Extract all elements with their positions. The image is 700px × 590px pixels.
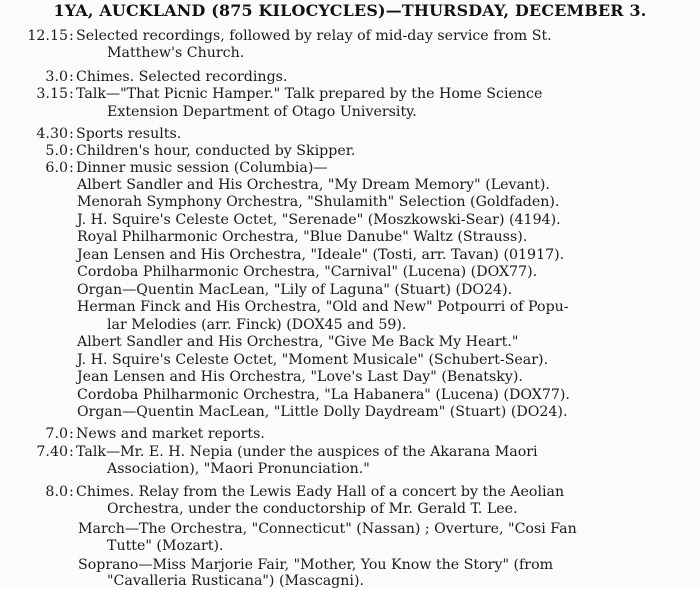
music-item <box>0 247 700 264</box>
music-item <box>0 317 700 334</box>
music-item-text: Organ—Quentin MacLean, "Lily of Laguna" (Stuart) (DO24). <box>77 282 513 298</box>
schedule-text: Sports results. <box>76 126 182 142</box>
schedule-text: Orchestra, under the conductorship of Mr. Gerald T. Lee. <box>107 501 518 517</box>
station-heading: 1YA, AUCKLAND (875 KILOCYCLES)—THURSDAY, DECEMBER 3. <box>53 1 647 20</box>
time-colon: : <box>69 444 74 460</box>
music-item-text: J. H. Squire's Celeste Octet, "Moment Musicale" (Schubert-Sear). <box>77 352 549 368</box>
schedule-row <box>0 444 700 461</box>
concert-item <box>0 573 700 590</box>
schedule-row <box>0 86 700 103</box>
schedule-text: Extension Department of Otago University. <box>107 104 417 120</box>
schedule-row <box>0 126 700 143</box>
concert-item <box>0 538 700 555</box>
music-item <box>0 404 700 421</box>
schedule-text: News and market reports. <box>76 426 265 442</box>
music-item-text: Jean Lensen and His Orchestra, "Ideale" (Tosti, arr. Tavan) (01917). <box>77 247 565 263</box>
music-item-text: Jean Lensen and His Orchestra, "Love's Last Day" (Benatsky). <box>77 369 523 385</box>
time-colon: : <box>69 426 74 442</box>
schedule-time: 3.15 <box>36 86 68 102</box>
time-colon: : <box>69 126 74 142</box>
music-item-text: Albert Sandler and His Orchestra, "Give Me Back My Heart." <box>77 334 519 350</box>
concert-item-text: "Cavalleria Rusticana") (Mascagni). <box>107 573 364 589</box>
schedule-time: 7.40 <box>36 444 68 460</box>
schedule-row <box>0 426 700 443</box>
music-item <box>0 212 700 229</box>
concert-item-text: Soprano—Miss Marjorie Fair, "Mother, You Know the Story" (from <box>78 557 554 573</box>
schedule-text: Matthew's Church. <box>107 45 245 61</box>
concert-item <box>0 521 700 538</box>
schedule-time: 8.0 <box>45 484 68 500</box>
time-colon: : <box>69 160 74 176</box>
music-item-text: lar Melodies (arr. Finck) (DOX45 and 59). <box>107 317 407 333</box>
schedule-text: Dinner music session (Columbia)— <box>76 160 328 176</box>
music-item <box>0 194 700 211</box>
music-item <box>0 264 700 281</box>
schedule-text: Children's hour, conducted by Skipper. <box>76 143 356 159</box>
schedule-row <box>0 461 700 478</box>
music-item-text: Cordoba Philharmonic Orchestra, "Carnival" (Lucena) (DOX77). <box>77 264 538 280</box>
music-item-text: Cordoba Philharmonic Orchestra, "La Habanera" (Lucena) (DOX77). <box>77 387 570 403</box>
schedule-row <box>0 160 700 177</box>
schedule-row <box>0 104 700 121</box>
music-item <box>0 352 700 369</box>
music-item-text: J. H. Squire's Celeste Octet, "Serenade" (Moszkowski-Sear) (4194). <box>77 212 561 228</box>
music-item <box>0 282 700 299</box>
schedule-time: 3.0 <box>45 69 68 85</box>
time-colon: : <box>69 28 74 44</box>
schedule-row <box>0 28 700 45</box>
schedule-time: 12.15 <box>27 28 68 44</box>
schedule-time: 7.0 <box>45 426 68 442</box>
schedule-row <box>0 69 700 86</box>
music-item <box>0 334 700 351</box>
music-item-text: Herman Finck and His Orchestra, "Old and New" Potpourri of Popu- <box>77 299 569 315</box>
schedule-row <box>0 501 700 518</box>
time-colon: : <box>69 69 74 85</box>
music-item-text: Organ—Quentin MacLean, "Little Dolly Daydream" (Stuart) (DO24). <box>77 404 568 420</box>
music-item-text: Albert Sandler and His Orchestra, "My Dream Memory" (Levant). <box>77 177 550 193</box>
music-item <box>0 387 700 404</box>
schedule-text: Chimes. Selected recordings. <box>76 69 288 85</box>
music-item <box>0 177 700 194</box>
music-item <box>0 229 700 246</box>
concert-item-text: Tutte" (Mozart). <box>107 538 224 554</box>
schedule-row <box>0 143 700 160</box>
schedule-text: Chimes. Relay from the Lewis Eady Hall of a concert by the Aeolian <box>76 484 565 500</box>
music-item-text: Menorah Symphony Orchestra, "Shulamith" Selection (Goldfaden). <box>77 194 560 210</box>
concert-item <box>0 557 700 574</box>
concert-item-text: March—The Orchestra, "Connecticut" (Nassan) ; Overture, "Cosi Fan <box>78 521 577 537</box>
time-colon: : <box>69 86 74 102</box>
music-item <box>0 299 700 316</box>
schedule-row <box>0 484 700 501</box>
schedule-time: 6.0 <box>45 160 68 176</box>
music-item <box>0 369 700 386</box>
schedule-row <box>0 45 700 62</box>
schedule-time: 5.0 <box>45 143 68 159</box>
schedule-text: Talk—"That Picnic Hamper." Talk prepared by the Home Science <box>76 86 543 102</box>
time-colon: : <box>69 143 74 159</box>
schedule-text: Selected recordings, followed by relay of mid-day service from St. <box>76 28 552 44</box>
time-colon: : <box>69 484 74 500</box>
schedule-text: Talk—Mr. E. H. Nepia (under the auspices of the Akarana Maori <box>76 444 538 460</box>
schedule-time: 4.30 <box>36 126 68 142</box>
music-item-text: Royal Philharmonic Orchestra, "Blue Danube" Waltz (Strauss). <box>77 229 528 245</box>
schedule-text: Association), "Maori Pronunciation." <box>107 461 370 477</box>
